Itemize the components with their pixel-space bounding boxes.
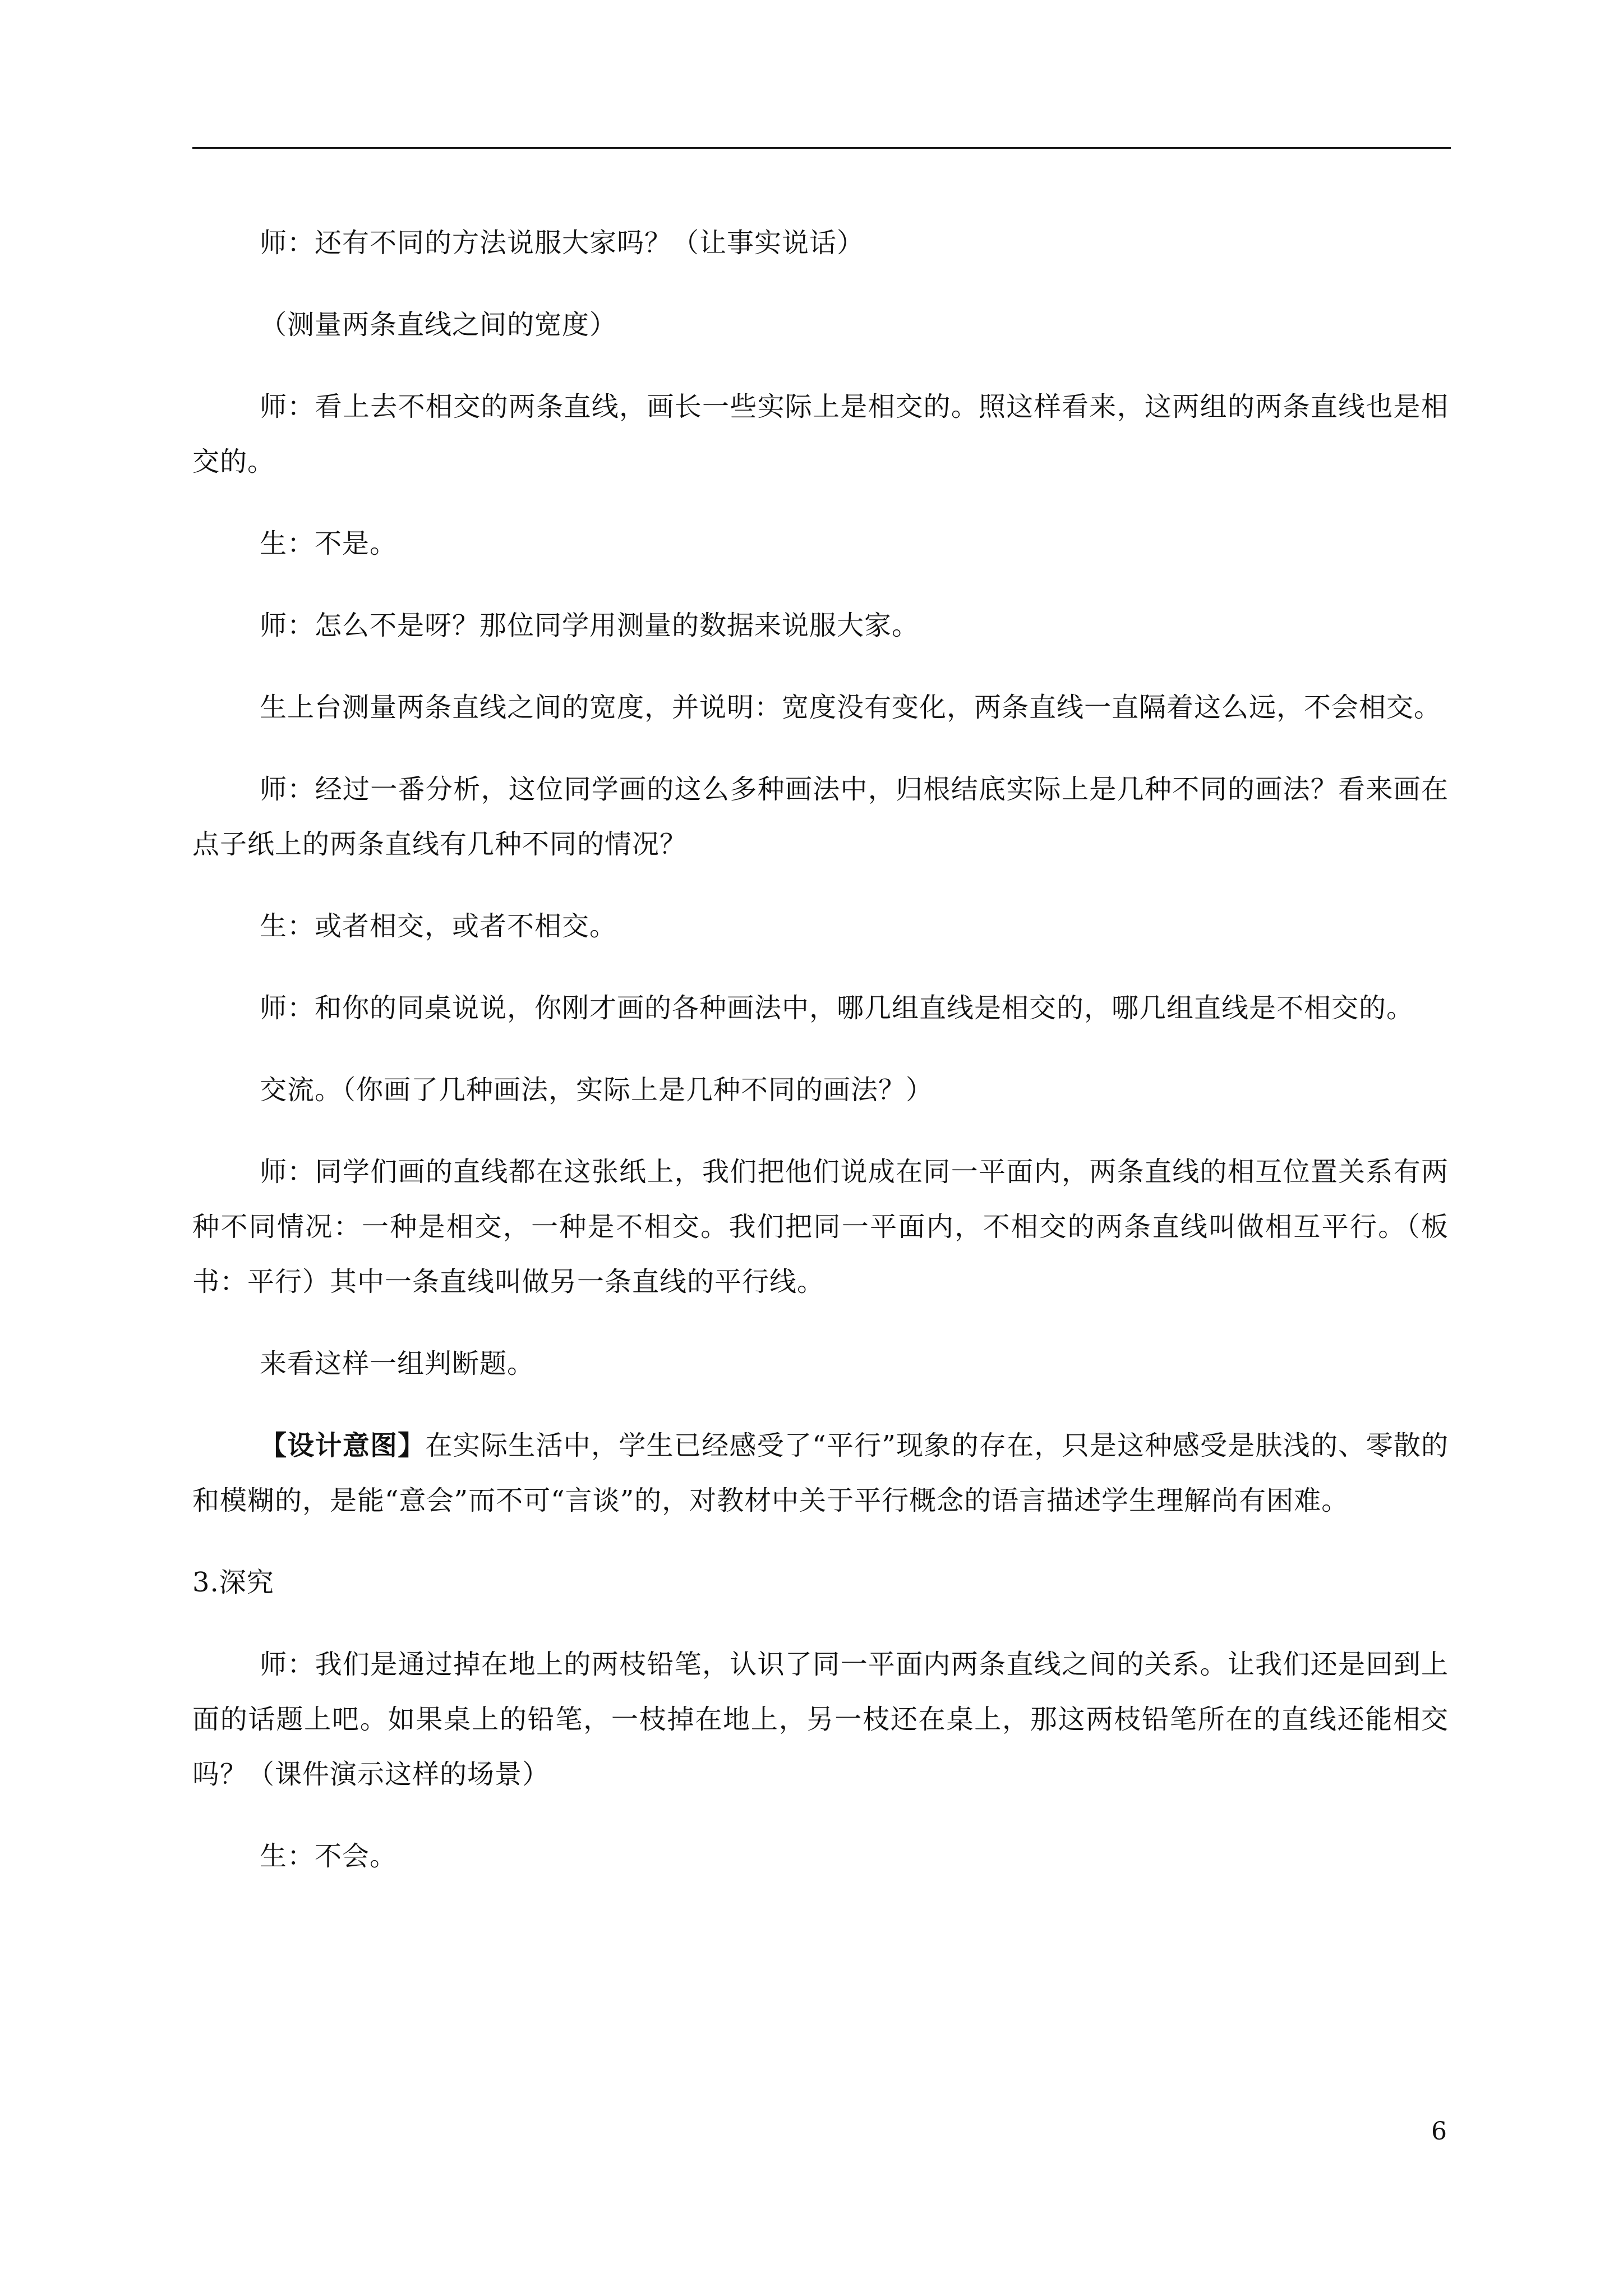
paragraph: 师：怎么不是呀？那位同学用测量的数据来说服大家。 (260, 610, 920, 641)
paragraph: 师：还有不同的方法说服大家吗？（让事实说话） (260, 227, 865, 259)
paragraph: 师：我们是通过掉在地上的两枝铅笔，认识了同一平面内两条直线之间的关系。让我们还是回到上面的话题上吧。如果桌上的铅笔，一枝掉在地上，另一枝还在桌上，那这两枝铅笔所在的直线还能相交吗？（课件演示这样的场景） (192, 1649, 1449, 1790)
paragraph: 师：同学们画的直线都在这张纸上，我们把他们说成在同一平面内，两条直线的相互位置关系有两种不同情况：一种是相交，一种是不相交。我们把同一平面内，不相交的两条直线叫做相互平行。（板书：平行）其中一条直线叫做另一条直线的平行线。 (192, 1156, 1449, 1297)
page-number: 6 (1431, 2117, 1447, 2146)
document-body (192, 215, 1449, 1911)
paragraph: 来看这样一组判断题。 (260, 1348, 535, 1379)
paragraph: 交流。（你画了几种画法，实际上是几种不同的画法？） (260, 1074, 934, 1106)
header-rule (192, 147, 1451, 149)
section-heading: 3.深究 (192, 1567, 274, 1598)
paragraph: （测量两条直线之间的宽度） (260, 309, 617, 341)
paragraph: 生：不会。 (260, 1841, 398, 1872)
paragraph: 师：和你的同桌说说，你刚才画的各种画法中，哪几组直线是相交的，哪几组直线是不相交的。 (260, 992, 1414, 1024)
paragraph: 生：不是。 (260, 528, 398, 559)
paragraph: 师：看上去不相交的两条直线，画长一些实际上是相交的。照这样看来，这两组的两条直线也是相交的。 (192, 391, 1449, 477)
paragraph: 生上台测量两条直线之间的宽度，并说明：宽度没有变化，两条直线一直隔着这么远，不会相交。 (260, 692, 1442, 723)
design-intent-text: 在实际生活中，学生已经感受了“平行”现象的存在，只是这种感受是肤浅的、零散的和模糊的，是能“意会”而不可“言谈”的，对教材中关于平行概念的语言描述学生理解尚有困难。 (192, 1430, 1449, 1516)
design-intent-label: 【设计意图】 (260, 1430, 426, 1461)
paragraph: 生：或者相交，或者不相交。 (260, 910, 617, 942)
design-intent-paragraph (192, 1418, 1449, 1528)
paragraph: 师：经过一番分析，这位同学画的这么多种画法中，归根结底实际上是几种不同的画法？看来画在点子纸上的两条直线有几种不同的情况？ (192, 774, 1449, 860)
